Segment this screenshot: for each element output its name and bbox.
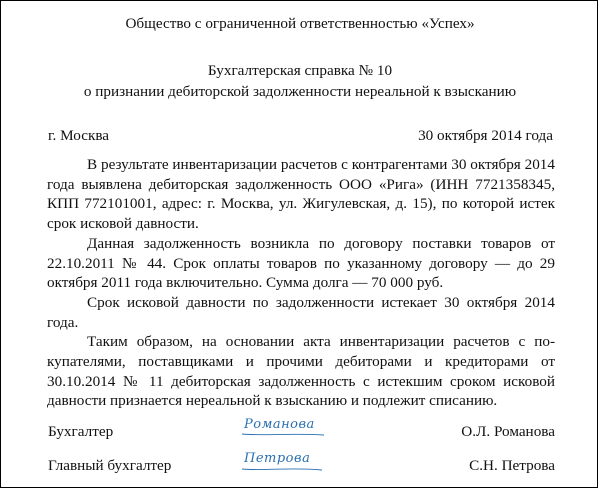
signature-role: Бухгалтер [48,423,114,440]
signer-name: С.Н. Петрова [469,457,555,474]
city: г. Москва [48,127,110,144]
document-body [47,155,555,411]
signer-name: О.Л. Романова [461,423,555,440]
handwritten-signature: Романова [244,417,315,432]
document-title: Бухгалтерская справка № 10 [207,62,393,79]
organization-name: Общество с ограниченной ответственностью «Успех» [125,15,475,32]
paragraph-1: В результате инвентаризации расчетов с контрагентами 30 октября 2014 года выявлена дебиторская задолженность ООО «Рига» (ИНН 7721358345, КПП 772101001, адрес: г. Москва, ул. Жигулевская, д. 15), по которой истек срок исковой давности. [47,156,555,233]
paragraph-3: Срок исковой давности по задолженности истекает 30 октября 2014 года. [47,293,555,331]
handwritten-signature: Петрова [244,451,310,466]
paragraph-2: Данная задолженность возникла по договору поставки товаров от 22.10.2011 № 44. Срок оплаты товаров по указанному договору — до 29 октября 2011 года включительно. Сумма долга — 70 000 руб. [47,234,555,292]
signature-role: Главный бухгалтер [48,457,172,474]
signature-underline [240,451,330,473]
paragraph-4: Таким образом, на основании акта инвентаризации расчетов с покупателями, поставщиками и прочими дебиторами и кредиторами от 30.10.2014 № 11 дебиторская задолженность с истекшим сроком исковой давности признается нереальной к взысканию и подлежит списанию. [47,333,555,410]
signature-underline [240,417,330,439]
document-subtitle: о признании дебиторской задолженности нереальной к взысканию [83,83,517,100]
signature-row-chief-accountant [1,451,599,485]
document-date: 30 октября 2014 года [418,127,553,144]
signature-row-accountant [1,417,599,451]
